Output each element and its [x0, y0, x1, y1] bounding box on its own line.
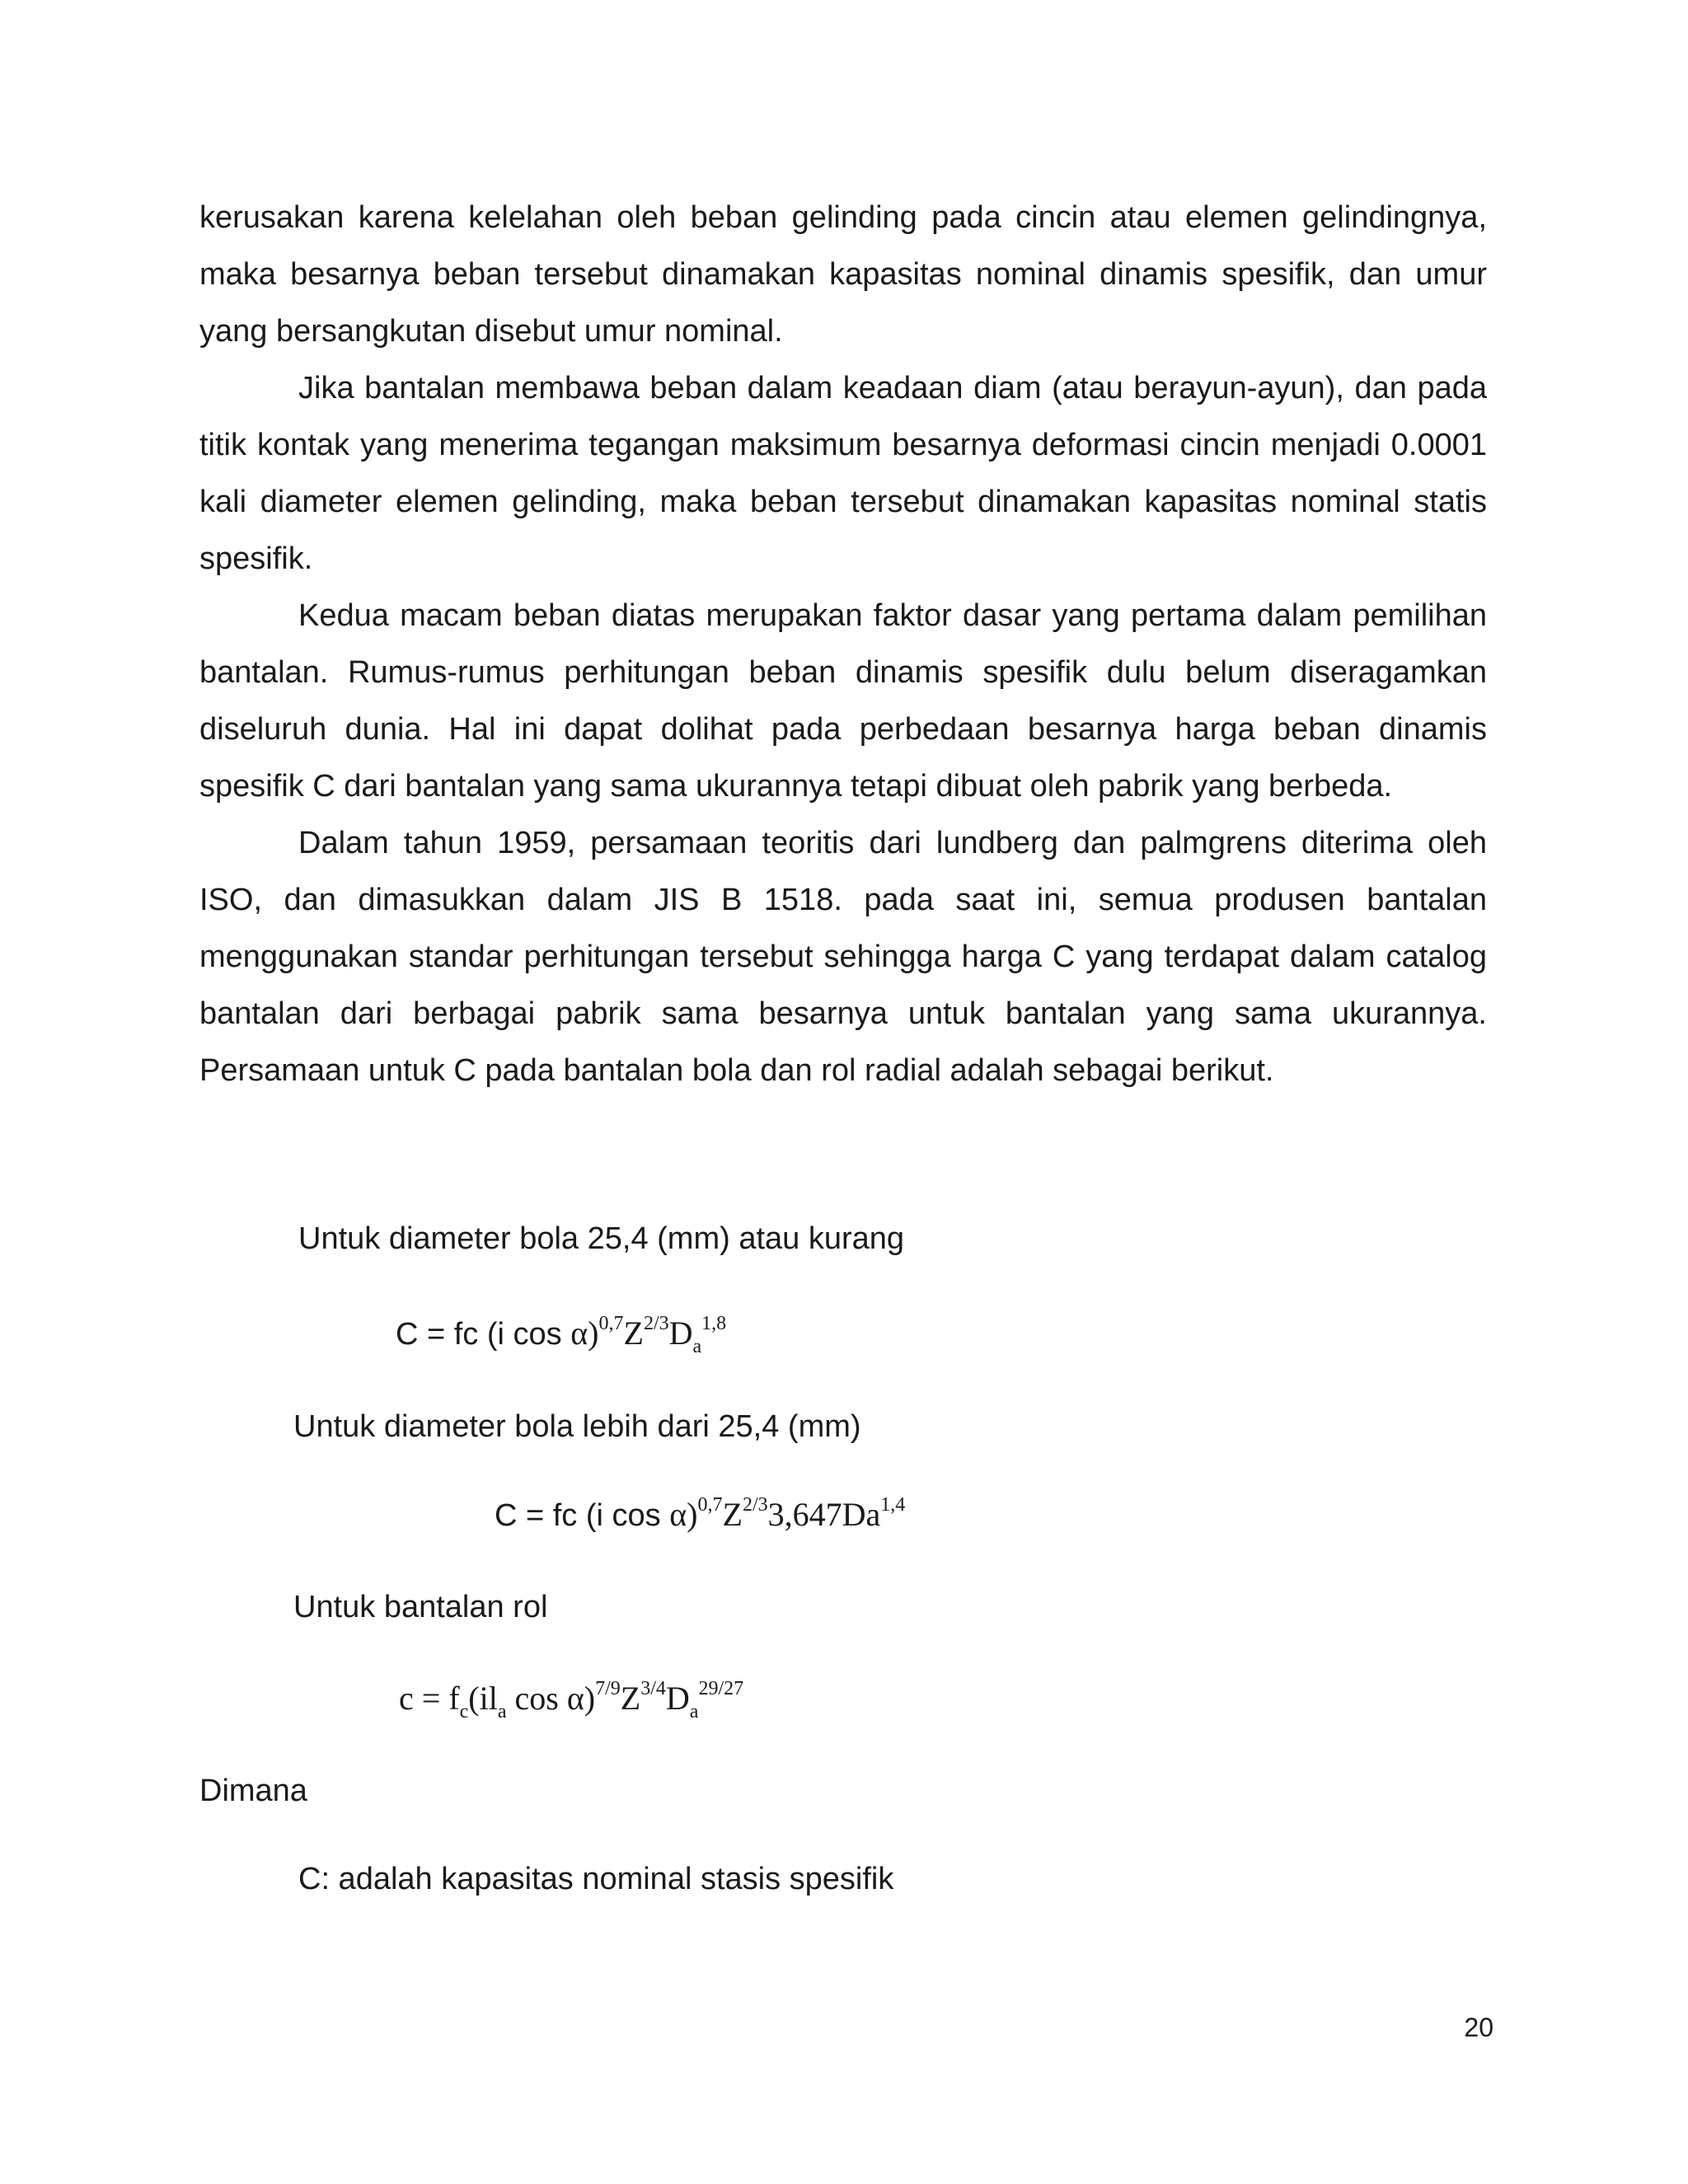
equation-2-alpha: α) [669, 1496, 698, 1533]
equation-1-alpha: α) [570, 1315, 599, 1352]
case-1-label: Untuk diameter bola 25,4 (mm) atau kurang [298, 1221, 905, 1256]
paragraph-2: Jika bantalan membawa beban dalam keadaan diam (atau berayun-ayun), dan pada titik kontak yang menerima tegangan maksimum besarnya deformasi cincin menjadi 0.0001 kali diameter elemen gelinding, maka beban tersebut dinamakan kapasitas nominal statis spesifik. [199, 371, 1487, 576]
equation-1-exp-1: 0,7 [598, 1313, 624, 1334]
equation-2-exp-1: 0,7 [697, 1494, 723, 1516]
equation-1-z: Z [623, 1315, 644, 1352]
equation-3-z: Z [620, 1680, 641, 1717]
equation-2-z: Z [722, 1496, 743, 1533]
equation-3-cos: cos α) [506, 1680, 596, 1717]
case-3-label: Untuk bantalan rol [293, 1590, 548, 1624]
equation-1-prefix: C = fc (i cos [396, 1317, 571, 1352]
equation-3-il: (il [468, 1680, 498, 1717]
body-text [199, 190, 1487, 1099]
equation-2 [495, 1494, 905, 1536]
equation-2-exp-2: 2/3 [742, 1494, 768, 1516]
equation-1-d: D [668, 1315, 693, 1352]
equation-1 [396, 1313, 726, 1355]
equation-1-exp-3: 1,8 [701, 1313, 727, 1334]
equation-2-prefix: C = fc (i cos [495, 1498, 670, 1533]
equation-3-exp-2: 3/4 [640, 1678, 666, 1699]
paragraph-4: Dalam tahun 1959, persamaan teoritis dari lundberg dan palmgrens diterima oleh ISO, dan dimasukkan dalam JIS B 1518. pada saat ini, semua produsen bantalan menggunakan standar perhitungan tersebut sehingga harga C yang terdapat dalam catalog bantalan dari berbagai pabrik sama besarnya untuk bantalan yang sama ukurannya. Persamaan untuk C pada bantalan bola dan rol radial adalah sebagai berikut. [199, 826, 1487, 1088]
equation-1-sub-a: a [692, 1336, 702, 1357]
equation-3-sub-c: c [459, 1701, 469, 1722]
equation-3-exp-3: 29/27 [698, 1678, 744, 1699]
equation-2-exp-3: 1,4 [880, 1494, 906, 1516]
case-2-label: Untuk diameter bola lebih dari 25,4 (mm) [293, 1409, 861, 1444]
equation-1-exp-2: 2/3 [643, 1313, 669, 1334]
paragraph-1: kerusakan karena kelelahan oleh beban gelinding pada cincin atau elemen gelindingnya, maka besarnya beban tersebut dinamakan kapasitas nominal dinamis spesifik, dan umur yang bersangkutan disebut umur nominal. [199, 200, 1487, 349]
equation-3-sub-a2: a [689, 1701, 699, 1722]
definition-c: C: adalah kapasitas nominal stasis spesifik [298, 1862, 894, 1896]
equation-3-c: c = f [399, 1680, 460, 1717]
equation-3-sub-a: a [497, 1701, 507, 1722]
equation-2-tail: 3,647Da [767, 1496, 881, 1533]
equation-3 [399, 1678, 743, 1720]
equation-3-exp-1: 7/9 [595, 1678, 621, 1699]
dimana-label: Dimana [199, 1774, 307, 1808]
page-number: 20 [1464, 2013, 1493, 2042]
paragraph-3: Kedua macam beban diatas merupakan faktor dasar yang pertama dalam pemilihan bantalan. Rumus-rumus perhitungan beban dinamis spesifik dulu belum diseragamkan diseluruh dunia. Hal ini dapat dolihat pada perbedaan besarnya harga beban dinamis spesifik C dari bantalan yang sama ukurannya tetapi dibuat oleh pabrik yang berbeda. [199, 598, 1487, 804]
equation-3-d: D [665, 1680, 690, 1717]
